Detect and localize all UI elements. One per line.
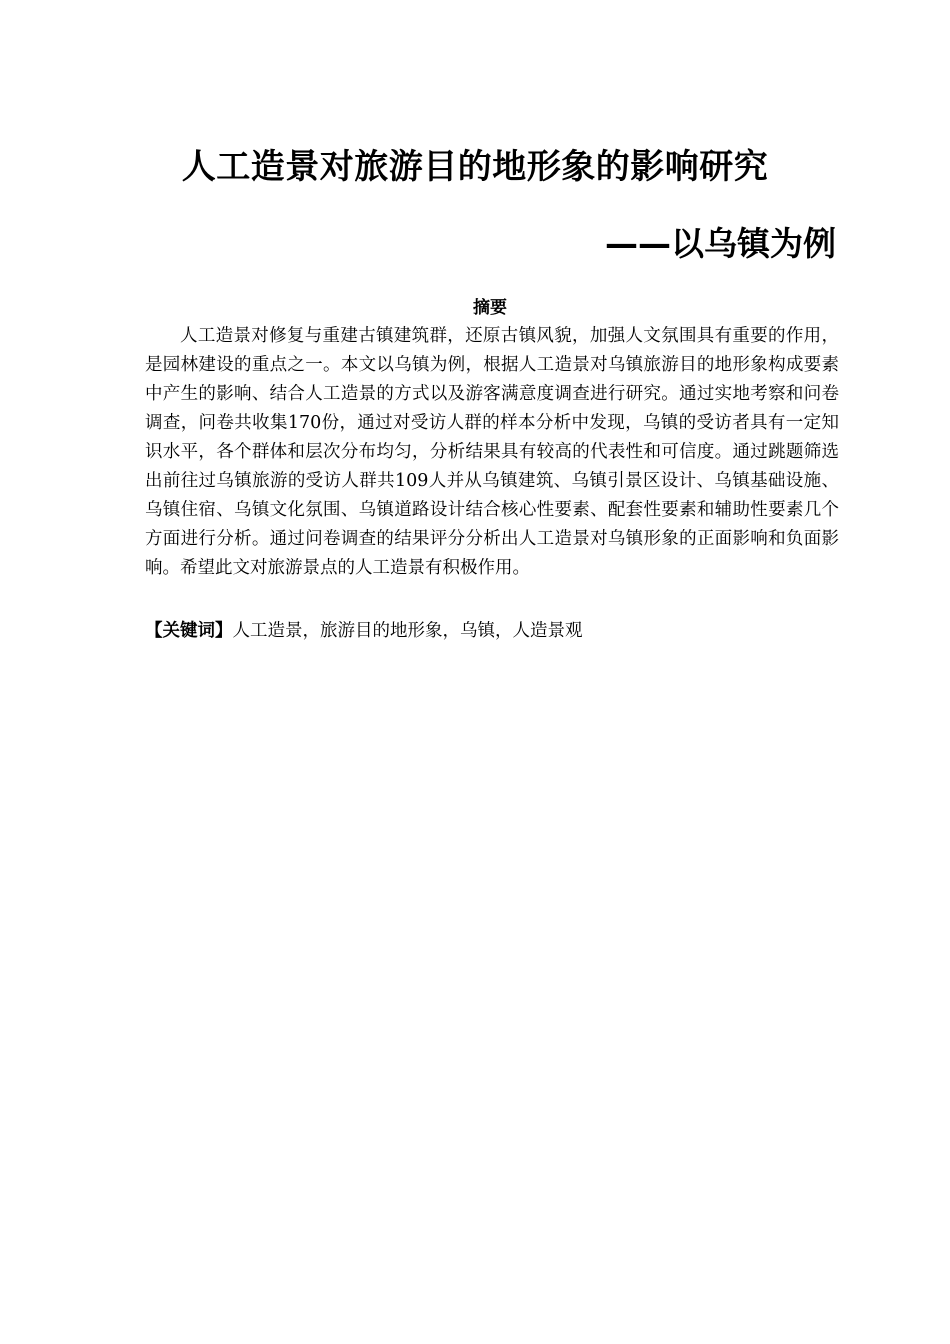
keywords-text: 人工造景，旅游目的地形象，乌镇，人造景观	[232, 621, 583, 641]
keywords-line	[145, 617, 839, 646]
abstract-heading: 摘要	[473, 298, 507, 318]
document-subtitle: ——以乌镇为例	[605, 224, 836, 263]
document-title: 人工造景对旅游目的地形象的影响研究	[181, 147, 769, 187]
abstract-body: 人工造景对修复与重建古镇建筑群，还原古镇风貌，加强人文氛围具有重要的作用，是园林建设的重点之一。本文以乌镇为例，根据人工造景对乌镇旅游目的地形象构成要素中产生的影响、结合人工造景的方式以及游客满意度调查进行研究。通过实地考察和问卷调查，问卷共收集170份，通过对受访人群的样本分析中发现，乌镇的受访者具有一定知识水平，各个群体和层次分布均匀，分析结果具有较高的代表性和可信度。通过跳题筛选出前往过乌镇旅游的受访人群共109人并从乌镇建筑、乌镇引景区设计、乌镇基础设施、乌镇住宿、乌镇文化氛围、乌镇道路设计结合核心性要素、配套性要素和辅助性要素几个方面进行分析。通过问卷调查的结果评分分析出人工造景对乌镇形象的正面影响和负面影响。希望此文对旅游景点的人工造景有积极作用。	[145, 326, 839, 578]
keywords-label: 【关键词】	[145, 621, 233, 641]
